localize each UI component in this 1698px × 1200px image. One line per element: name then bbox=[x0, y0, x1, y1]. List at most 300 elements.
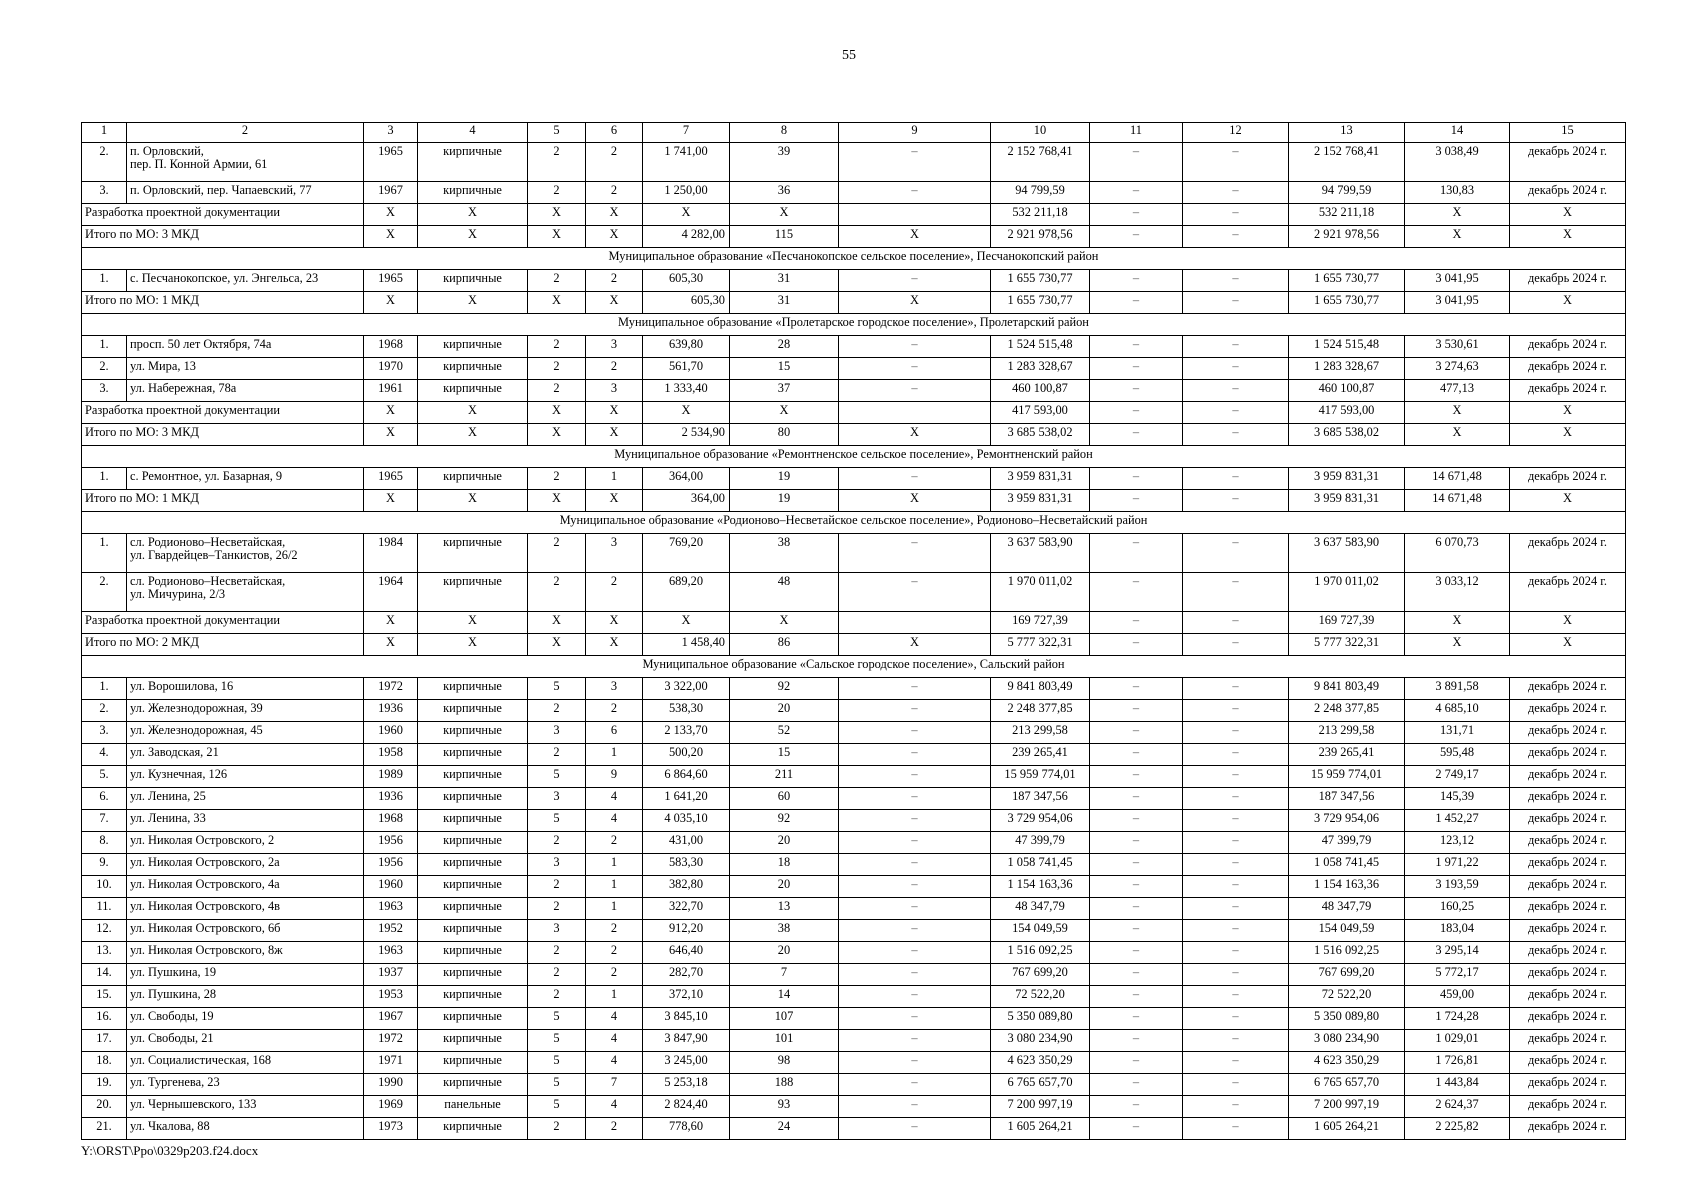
table-row bbox=[82, 1008, 1626, 1030]
table-cell: 1 bbox=[586, 744, 643, 766]
table-cell: 115 bbox=[730, 226, 839, 248]
table-cell: 1961 bbox=[364, 380, 418, 402]
table-cell: декабрь 2024 г. bbox=[1510, 700, 1626, 722]
table-cell: X bbox=[586, 402, 643, 424]
table-cell: кирпичные bbox=[418, 964, 528, 986]
table-cell: 1936 bbox=[364, 788, 418, 810]
table-cell: – bbox=[839, 270, 991, 292]
table-cell: X bbox=[586, 292, 643, 314]
table-cell: X bbox=[418, 226, 528, 248]
table-cell: 154 049,59 bbox=[991, 920, 1090, 942]
table-cell: декабрь 2024 г. bbox=[1510, 942, 1626, 964]
table-cell: декабрь 2024 г. bbox=[1510, 1008, 1626, 1030]
table-cell: 9 841 803,49 bbox=[1289, 678, 1405, 700]
table-cell: – bbox=[1090, 810, 1183, 832]
table-cell: X bbox=[418, 402, 528, 424]
table-cell: – bbox=[1090, 942, 1183, 964]
table-cell: – bbox=[1183, 424, 1289, 446]
table-cell: X bbox=[1405, 424, 1510, 446]
table-cell: 21. bbox=[82, 1118, 127, 1140]
summary-row bbox=[82, 226, 1626, 248]
table-cell: ул. Кузнечная, 126 bbox=[127, 766, 364, 788]
table-row bbox=[82, 986, 1626, 1008]
table-cell: 6 bbox=[586, 123, 643, 143]
table-cell: ул. Свободы, 21 bbox=[127, 1030, 364, 1052]
table-cell: кирпичные bbox=[418, 1030, 528, 1052]
table-cell: 213 299,58 bbox=[1289, 722, 1405, 744]
table-cell: 5. bbox=[82, 766, 127, 788]
table-cell: 130,83 bbox=[1405, 182, 1510, 204]
table-cell: X bbox=[528, 424, 586, 446]
table-cell: 5 bbox=[528, 810, 586, 832]
table-cell: 4 bbox=[586, 788, 643, 810]
table-cell: 31 bbox=[730, 292, 839, 314]
table-cell: – bbox=[839, 1052, 991, 1074]
summary-row bbox=[82, 204, 1626, 226]
table-cell: 6 765 657,70 bbox=[1289, 1074, 1405, 1096]
table-cell: 1952 bbox=[364, 920, 418, 942]
table-cell: 364,00 bbox=[643, 490, 730, 512]
table-cell: 6 bbox=[586, 722, 643, 744]
table-cell: 6 765 657,70 bbox=[991, 1074, 1090, 1096]
table-cell: 20 bbox=[730, 700, 839, 722]
table-cell: 2 bbox=[528, 986, 586, 1008]
table-cell: – bbox=[1090, 143, 1183, 182]
table-cell: X bbox=[364, 634, 418, 656]
table-cell: 769,20 bbox=[643, 534, 730, 573]
table-cell: 459,00 bbox=[1405, 986, 1510, 1008]
table-cell: 52 bbox=[730, 722, 839, 744]
section-header-row bbox=[82, 248, 1626, 270]
table-cell: 1 bbox=[586, 854, 643, 876]
table-cell: 1 605 264,21 bbox=[991, 1118, 1090, 1140]
table-cell: 1984 bbox=[364, 534, 418, 573]
table-cell: 1 452,27 bbox=[1405, 810, 1510, 832]
table-cell: Разработка проектной документации bbox=[82, 402, 364, 424]
table-cell: декабрь 2024 г. bbox=[1510, 534, 1626, 573]
table-cell: 1 605 264,21 bbox=[1289, 1118, 1405, 1140]
table-cell: 2 921 978,56 bbox=[991, 226, 1090, 248]
table-cell: 14. bbox=[82, 964, 127, 986]
table-cell: 20. bbox=[82, 1096, 127, 1118]
table-cell: 1965 bbox=[364, 143, 418, 182]
table-cell: 7 bbox=[586, 1074, 643, 1096]
table-cell: 2. bbox=[82, 358, 127, 380]
table-cell: 14 671,48 bbox=[1405, 468, 1510, 490]
table-cell: 3 080 234,90 bbox=[991, 1030, 1090, 1052]
table-cell: 3 637 583,90 bbox=[1289, 534, 1405, 573]
table-cell: 47 399,79 bbox=[991, 832, 1090, 854]
table-cell: 7 200 997,19 bbox=[1289, 1096, 1405, 1118]
table-cell: кирпичные bbox=[418, 270, 528, 292]
table-row bbox=[82, 1096, 1626, 1118]
table-cell: 1 bbox=[586, 876, 643, 898]
table-cell: 2 152 768,41 bbox=[1289, 143, 1405, 182]
table-cell: 187 347,56 bbox=[1289, 788, 1405, 810]
table-cell: X bbox=[364, 612, 418, 634]
page-number: 55 bbox=[842, 48, 856, 63]
table-cell: 1 524 515,48 bbox=[991, 336, 1090, 358]
table-cell: кирпичные bbox=[418, 143, 528, 182]
table-cell: ул. Социалистическая, 168 bbox=[127, 1052, 364, 1074]
table-cell: 20 bbox=[730, 876, 839, 898]
table-cell: декабрь 2024 г. bbox=[1510, 1052, 1626, 1074]
table-cell: 5 bbox=[528, 1096, 586, 1118]
table-cell: – bbox=[1183, 634, 1289, 656]
table-cell: 1 516 092,25 bbox=[1289, 942, 1405, 964]
table-cell: 187 347,56 bbox=[991, 788, 1090, 810]
table-cell: 3 295,14 bbox=[1405, 942, 1510, 964]
table-cell: 3 959 831,31 bbox=[991, 468, 1090, 490]
table-cell: 2 bbox=[528, 182, 586, 204]
table-cell: Итого по МО: 2 МКД bbox=[82, 634, 364, 656]
table-cell: 86 bbox=[730, 634, 839, 656]
table-cell: 38 bbox=[730, 920, 839, 942]
table-cell: 5 bbox=[528, 1030, 586, 1052]
table-cell: Муниципальное образование «Пролетарское городское поселение», Пролетарский район bbox=[82, 314, 1626, 336]
table-cell: Итого по МО: 1 МКД bbox=[82, 292, 364, 314]
table-cell: 2 824,40 bbox=[643, 1096, 730, 1118]
table-cell: декабрь 2024 г. bbox=[1510, 678, 1626, 700]
table-cell: 15 bbox=[1510, 123, 1626, 143]
table-cell: X bbox=[1510, 226, 1626, 248]
table-cell: 2 248 377,85 bbox=[991, 700, 1090, 722]
table-cell: – bbox=[1090, 534, 1183, 573]
table-cell: 1 443,84 bbox=[1405, 1074, 1510, 1096]
table-row bbox=[82, 1052, 1626, 1074]
table-cell: 24 bbox=[730, 1118, 839, 1140]
table-cell: декабрь 2024 г. bbox=[1510, 573, 1626, 612]
table-cell: 9. bbox=[82, 854, 127, 876]
table-cell: 2 624,37 bbox=[1405, 1096, 1510, 1118]
table-cell: – bbox=[1090, 402, 1183, 424]
table-cell: 382,80 bbox=[643, 876, 730, 898]
table-cell: X bbox=[418, 204, 528, 226]
table-cell: кирпичные bbox=[418, 380, 528, 402]
table-cell: 1 655 730,77 bbox=[991, 292, 1090, 314]
table-cell: декабрь 2024 г. bbox=[1510, 920, 1626, 942]
table-cell bbox=[839, 612, 991, 634]
table-cell: 912,20 bbox=[643, 920, 730, 942]
table-cell: – bbox=[1090, 788, 1183, 810]
table-cell: 1972 bbox=[364, 1030, 418, 1052]
table-cell: 1971 bbox=[364, 1052, 418, 1074]
table-cell: – bbox=[1183, 964, 1289, 986]
table-cell: 48 347,79 bbox=[991, 898, 1090, 920]
table-cell: X bbox=[1405, 634, 1510, 656]
table-cell: 13. bbox=[82, 942, 127, 964]
table-cell: Итого по МО: 3 МКД bbox=[82, 424, 364, 446]
table-cell: 15 bbox=[730, 744, 839, 766]
table-cell: – bbox=[1183, 854, 1289, 876]
table-cell: – bbox=[1090, 876, 1183, 898]
table-cell: – bbox=[839, 788, 991, 810]
table-cell: X bbox=[586, 424, 643, 446]
table-cell: 767 699,20 bbox=[991, 964, 1090, 986]
table-cell: 3 041,95 bbox=[1405, 270, 1510, 292]
table-cell: 417 593,00 bbox=[1289, 402, 1405, 424]
table-cell: 4 bbox=[586, 1052, 643, 1074]
table-cell: 3 bbox=[528, 722, 586, 744]
table-cell: 639,80 bbox=[643, 336, 730, 358]
table-cell: 3 959 831,31 bbox=[1289, 468, 1405, 490]
table-cell: 1 655 730,77 bbox=[991, 270, 1090, 292]
table-cell: с. Ремонтное, ул. Базарная, 9 bbox=[127, 468, 364, 490]
table-cell: 2 bbox=[528, 898, 586, 920]
table-cell: X bbox=[528, 612, 586, 634]
table-cell: 15 959 774,01 bbox=[991, 766, 1090, 788]
table-cell: 2 225,82 bbox=[1405, 1118, 1510, 1140]
table-row bbox=[82, 1030, 1626, 1052]
table-cell: кирпичные bbox=[418, 1074, 528, 1096]
table-cell: 1956 bbox=[364, 832, 418, 854]
table-cell: 1937 bbox=[364, 964, 418, 986]
table-cell: 60 bbox=[730, 788, 839, 810]
table-cell: X bbox=[528, 204, 586, 226]
table-cell: 605,30 bbox=[643, 270, 730, 292]
table-cell: кирпичные bbox=[418, 1008, 528, 1030]
summary-row bbox=[82, 424, 1626, 446]
table-cell: – bbox=[1090, 612, 1183, 634]
table-cell: кирпичные bbox=[418, 766, 528, 788]
table-cell: 1 970 011,02 bbox=[991, 573, 1090, 612]
table-cell: – bbox=[839, 380, 991, 402]
table-cell: кирпичные bbox=[418, 744, 528, 766]
table-cell: 282,70 bbox=[643, 964, 730, 986]
table-cell: 2 bbox=[528, 534, 586, 573]
table-row bbox=[82, 854, 1626, 876]
table-cell: 3 038,49 bbox=[1405, 143, 1510, 182]
table-cell: 4 bbox=[586, 1030, 643, 1052]
table-cell: 5 350 089,80 bbox=[991, 1008, 1090, 1030]
table-cell: – bbox=[839, 1008, 991, 1030]
table-cell: – bbox=[839, 1074, 991, 1096]
table-cell: кирпичные bbox=[418, 788, 528, 810]
summary-row bbox=[82, 292, 1626, 314]
table-cell: – bbox=[1090, 634, 1183, 656]
table-row bbox=[82, 468, 1626, 490]
table-cell: 6 070,73 bbox=[1405, 534, 1510, 573]
table-cell: – bbox=[1090, 766, 1183, 788]
table-cell: 646,40 bbox=[643, 942, 730, 964]
table-cell: ул. Николая Островского, 2 bbox=[127, 832, 364, 854]
section-header-row bbox=[82, 656, 1626, 678]
table-cell: декабрь 2024 г. bbox=[1510, 766, 1626, 788]
table-cell: 16. bbox=[82, 1008, 127, 1030]
table-cell: 5 777 322,31 bbox=[1289, 634, 1405, 656]
table-cell: 1 bbox=[586, 898, 643, 920]
table-cell: 2 bbox=[528, 143, 586, 182]
table-cell: 2 bbox=[528, 832, 586, 854]
table-cell: декабрь 2024 г. bbox=[1510, 143, 1626, 182]
table-cell: 123,12 bbox=[1405, 832, 1510, 854]
table-cell: – bbox=[1183, 898, 1289, 920]
table-cell: X bbox=[839, 490, 991, 512]
table-cell: – bbox=[839, 1118, 991, 1140]
table-cell: – bbox=[1183, 490, 1289, 512]
table-cell: – bbox=[1183, 942, 1289, 964]
table-cell: кирпичные bbox=[418, 678, 528, 700]
table-cell: 3 685 538,02 bbox=[1289, 424, 1405, 446]
table-cell: 3 637 583,90 bbox=[991, 534, 1090, 573]
table-cell: – bbox=[1183, 270, 1289, 292]
table-cell: – bbox=[1090, 204, 1183, 226]
table-cell: X bbox=[364, 402, 418, 424]
table-cell: 2 bbox=[586, 182, 643, 204]
table-cell: 3 845,10 bbox=[643, 1008, 730, 1030]
table-cell: 1960 bbox=[364, 722, 418, 744]
table-cell: X bbox=[1405, 204, 1510, 226]
table-row bbox=[82, 744, 1626, 766]
table-cell: кирпичные bbox=[418, 336, 528, 358]
table-cell: кирпичные bbox=[418, 810, 528, 832]
table-cell: – bbox=[1183, 744, 1289, 766]
table-cell: – bbox=[1183, 226, 1289, 248]
table-cell: X bbox=[364, 226, 418, 248]
table-cell: X bbox=[1510, 634, 1626, 656]
table-cell: 2 bbox=[528, 336, 586, 358]
table-cell: 1965 bbox=[364, 270, 418, 292]
table-cell: кирпичные bbox=[418, 898, 528, 920]
table-cell: – bbox=[1090, 920, 1183, 942]
table-cell: 3 bbox=[528, 854, 586, 876]
table-cell: 13 bbox=[730, 898, 839, 920]
table-cell: 37 bbox=[730, 380, 839, 402]
table-row bbox=[82, 573, 1626, 612]
table-cell: – bbox=[1183, 832, 1289, 854]
table-cell: – bbox=[1183, 1118, 1289, 1140]
table-cell: 3 bbox=[586, 380, 643, 402]
table-cell: ул. Свободы, 19 bbox=[127, 1008, 364, 1030]
table-cell: декабрь 2024 г. bbox=[1510, 964, 1626, 986]
table-cell: 3 729 954,06 bbox=[1289, 810, 1405, 832]
table-cell: ул. Николая Островского, 8ж bbox=[127, 942, 364, 964]
table-cell: 1 058 741,45 bbox=[991, 854, 1090, 876]
table-cell: 3 bbox=[528, 920, 586, 942]
table-cell: 20 bbox=[730, 832, 839, 854]
table-cell: 3 bbox=[364, 123, 418, 143]
table-cell: – bbox=[1090, 1052, 1183, 1074]
table-cell: – bbox=[1183, 1052, 1289, 1074]
table-cell: 169 727,39 bbox=[991, 612, 1090, 634]
table-cell: – bbox=[1183, 468, 1289, 490]
table-cell: 1 154 163,36 bbox=[1289, 876, 1405, 898]
summary-row bbox=[82, 612, 1626, 634]
table-cell: сл. Родионово–Несветайская, ул. Мичурина, 2/3 bbox=[127, 573, 364, 612]
table-row bbox=[82, 380, 1626, 402]
table-cell: 19 bbox=[730, 490, 839, 512]
table-cell: декабрь 2024 г. bbox=[1510, 876, 1626, 898]
table-cell: 778,60 bbox=[643, 1118, 730, 1140]
table-cell: 767 699,20 bbox=[1289, 964, 1405, 986]
table-cell: X bbox=[364, 292, 418, 314]
table-cell: 239 265,41 bbox=[991, 744, 1090, 766]
table-cell: 1989 bbox=[364, 766, 418, 788]
table-cell: X bbox=[839, 634, 991, 656]
table-cell: ул. Николая Островского, 4а bbox=[127, 876, 364, 898]
table-cell: 3 891,58 bbox=[1405, 678, 1510, 700]
table-cell: 3 729 954,06 bbox=[991, 810, 1090, 832]
table-cell: 169 727,39 bbox=[1289, 612, 1405, 634]
table-cell: 3 bbox=[586, 678, 643, 700]
table-cell: кирпичные bbox=[418, 986, 528, 1008]
table-cell: 2 bbox=[127, 123, 364, 143]
table-cell: 3. bbox=[82, 380, 127, 402]
table-cell: 4. bbox=[82, 744, 127, 766]
table-cell: 477,13 bbox=[1405, 380, 1510, 402]
table-cell: 1. bbox=[82, 678, 127, 700]
table-cell: X bbox=[1405, 612, 1510, 634]
table-cell: – bbox=[1090, 678, 1183, 700]
table-cell: – bbox=[839, 744, 991, 766]
table-cell: – bbox=[1183, 876, 1289, 898]
table-cell: – bbox=[1090, 358, 1183, 380]
table-cell: Разработка проектной документации bbox=[82, 204, 364, 226]
table-cell: – bbox=[839, 143, 991, 182]
table-cell: 1970 bbox=[364, 358, 418, 380]
table-cell: 1963 bbox=[364, 942, 418, 964]
table-cell: – bbox=[1183, 722, 1289, 744]
table-cell: 2 bbox=[528, 700, 586, 722]
table-cell bbox=[839, 402, 991, 424]
table-cell: 47 399,79 bbox=[1289, 832, 1405, 854]
table-cell: 2 bbox=[528, 573, 586, 612]
table-cell: декабрь 2024 г. bbox=[1510, 1030, 1626, 1052]
table-cell: 3 bbox=[586, 534, 643, 573]
table-cell: ул. Набережная, 78а bbox=[127, 380, 364, 402]
table-cell: 3 847,90 bbox=[643, 1030, 730, 1052]
table-cell: – bbox=[839, 942, 991, 964]
footer-file-path: Y:\ORST\Ppo\0329p203.f24.docx bbox=[81, 1143, 259, 1158]
table-cell: ул. Чкалова, 88 bbox=[127, 1118, 364, 1140]
table-row bbox=[82, 182, 1626, 204]
table-cell: 3 bbox=[528, 788, 586, 810]
table-cell: 3. bbox=[82, 722, 127, 744]
table-cell: 13 bbox=[1289, 123, 1405, 143]
table-cell: 1990 bbox=[364, 1074, 418, 1096]
table-cell: 5 350 089,80 bbox=[1289, 1008, 1405, 1030]
table-cell: 4 bbox=[586, 810, 643, 832]
table-cell: 48 347,79 bbox=[1289, 898, 1405, 920]
table-cell: 5 253,18 bbox=[643, 1074, 730, 1096]
table-cell: 93 bbox=[730, 1096, 839, 1118]
table-cell: 5 bbox=[528, 1008, 586, 1030]
table-cell: просп. 50 лет Октября, 74а bbox=[127, 336, 364, 358]
table-cell: X bbox=[1510, 402, 1626, 424]
table-cell: 15 bbox=[730, 358, 839, 380]
table-cell: 2. bbox=[82, 700, 127, 722]
table-cell: 1968 bbox=[364, 810, 418, 832]
table-cell: ул. Мира, 13 bbox=[127, 358, 364, 380]
table-cell: 1968 bbox=[364, 336, 418, 358]
table-cell: кирпичные bbox=[418, 1118, 528, 1140]
table-cell: 8 bbox=[730, 123, 839, 143]
table-cell: – bbox=[1183, 1008, 1289, 1030]
table-cell: 101 bbox=[730, 1030, 839, 1052]
table-cell: 72 522,20 bbox=[1289, 986, 1405, 1008]
table-cell: 48 bbox=[730, 573, 839, 612]
table-cell: – bbox=[1090, 700, 1183, 722]
table-row bbox=[82, 832, 1626, 854]
table-cell: 183,04 bbox=[1405, 920, 1510, 942]
table-cell: декабрь 2024 г. bbox=[1510, 788, 1626, 810]
table-cell: – bbox=[839, 722, 991, 744]
table-row bbox=[82, 358, 1626, 380]
table-cell: 5 bbox=[528, 766, 586, 788]
table-cell: кирпичные bbox=[418, 876, 528, 898]
table-cell: – bbox=[839, 876, 991, 898]
table-cell: 145,39 bbox=[1405, 788, 1510, 810]
